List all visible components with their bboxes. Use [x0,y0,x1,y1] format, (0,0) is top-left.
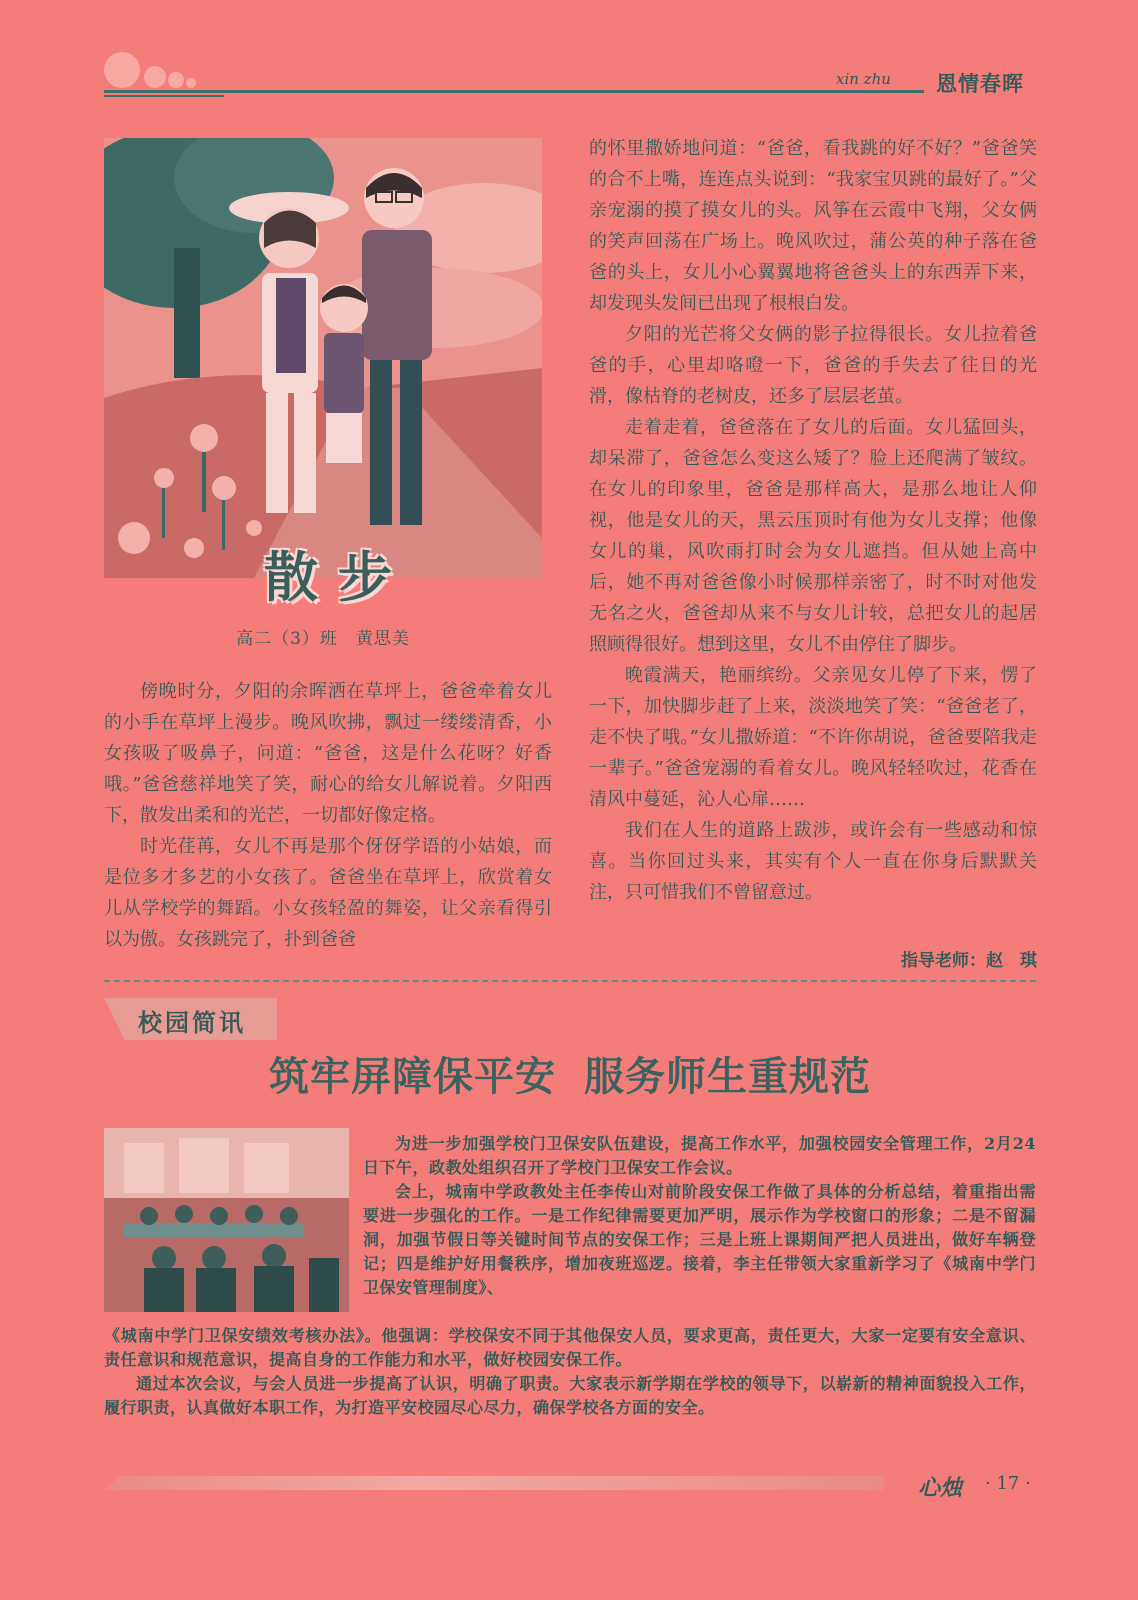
article-paragraph: 晚霞满天，艳丽缤纷。父亲见女儿停了下来，愣了一下，加快脚步赶了上来，淡淡地笑了笑：“爸爸老了，走不快了哦。”女儿撒娇道：“不许你胡说，爸爸要陪我走一辈子。”爸爸宠溺的看着女儿。晚风轻轻吹过，花香在清风中蔓延，沁人心扉…… [589,665,1037,810]
header-rule [104,90,924,93]
article-paragraph: 夕阳的光芒将父女俩的影子拉得很长。女儿拉着爸爸的手，心里却咯噔一下，爸爸的手失去了往日的光滑，像枯脊的老树皮，还多了层层老茧。 [589,324,1037,407]
news-paragraph: 会上，城南中学政教处主任李传山对前阶段安保工作做了具体的分析总结，着重指出需要进一步强化的工作。一是工作纪律需要更加严明，展示作为学校窗口的形象；二是不留漏洞，加强节假日等关键时间节点的安保工作；三是上班上课期间严把人员进出，做好车辆登记；四是维护好用餐秩序，增加夜班巡逻。接着，李主任带领大家重新学习了《城南中学门卫保安管理制度》、 [363,1182,1036,1297]
article-title: 散步 [264,546,412,609]
news-paragraph: 为进一步加强学校门卫保安队伍建设，提高工作水平，加强校园安全管理工作，2月24日下午，政教处组织召开了学校门卫保安工作会议。 [363,1134,1036,1177]
news-headline-part2: 服务师生重规范 [584,1053,871,1100]
article-paragraph: 走着走着，爸爸落在了女儿的后面。女儿猛回头，却呆滞了，爸爸怎么变这么矮了？脸上还爬满了皱纹。在女儿的印象里，爸爸是那样高大，是那么地让人仰视，他是女儿的天，黑云压顶时有他为女儿支撑；他像女儿的巢，风吹雨打时会为女儿遮挡。但从她上高中后，她不再对爸爸像小时候那样亲密了，时不时对他发无名之火，爸爸却从来不与女儿计较，总把女儿的起居照顾得很好。想到这里，女儿不由停住了脚步。 [589,417,1037,655]
article-paragraph-continued: 的怀里撒娇地问道：“爸爸，看我跳的好不好？”爸爸笑的合不上嘴，连连点头说到：“我家宝贝跳的最好了。”父亲宠溺的摸了摸女儿的头。风筝在云霞中飞翔，父女俩的笑声回荡在广场上。晚风吹过，蒲公英的种子落在爸爸的头上，女儿小心翼翼地将爸爸头上的东西弄下来，却发现头发间已出现了根根白发。 [589,138,1037,314]
article-left-column [104,676,552,955]
header-pinyin: xin zhu [836,70,891,88]
footer-bar [104,1476,884,1490]
article-advisor: 指导老师：赵 琪 [901,951,1037,971]
news-headline [104,1045,1036,1102]
news-text-full [104,1324,1036,1420]
news-paragraph-continued: 《城南中学门卫保安绩效考核办法》。他强调：学校保安不同于其他保安人员，要求更高，责任更大，大家一定要有安全意识、责任意识和规范意识，提高自身的工作能力和水平，做好校园安保工作。 [104,1326,1036,1369]
footer-magazine-name: 心烛 [918,1475,963,1501]
section-divider [104,980,1036,983]
news-text-wrapped [363,1132,1036,1300]
news-paragraph: 通过本次会议，与会人员进一步提高了认识，明确了职责。大家表示新学期在学校的领导下，以崭新的精神面貌投入工作，履行职责，认真做好本职工作，为打造平安校园尽心尽力，确保学校各方面的安全。 [104,1374,1036,1417]
article-byline: 高二（3）班 黄思美 [236,629,410,649]
article-paragraph: 傍晚时分，夕阳的余晖洒在草坪上，爸爸牵着女儿的小手在草坪上漫步。晚风吹拂，飘过一缕缕清香，小女孩吸了吸鼻子，问道：“爸爸，这是什么花呀？好香哦。”爸爸慈祥地笑了笑，耐心的给女儿解说着。夕阳西下，散发出柔和的光芒，一切都好像定格。 [104,681,552,826]
header-rule-accent [104,95,224,97]
column-name: 恩情春晖 [936,72,1024,96]
article-illustration [104,138,542,578]
section-label: 校园简讯 [138,1009,246,1037]
article-paragraph: 时光荏苒，女儿不再是那个伢伢学语的小姑娘，而是位多才多艺的小女孩了。爸爸坐在草坪上，欣赏着女儿从学校学的舞蹈。小女孩轻盈的舞姿，让父亲看得引以为傲。女孩跳完了，扑到爸爸 [104,836,552,950]
article-right-column [589,133,1037,908]
article-paragraph: 我们在人生的道路上跋涉，或许会有一些感动和惊喜。当你回过头来，其实有个人一直在你身后默默关注，只可惜我们不曾留意过。 [589,820,1037,903]
news-headline-part1: 筑牢屏障保平安 [269,1053,556,1100]
page-number: · 17 · [985,1473,1031,1494]
meeting-photo [104,1128,349,1312]
